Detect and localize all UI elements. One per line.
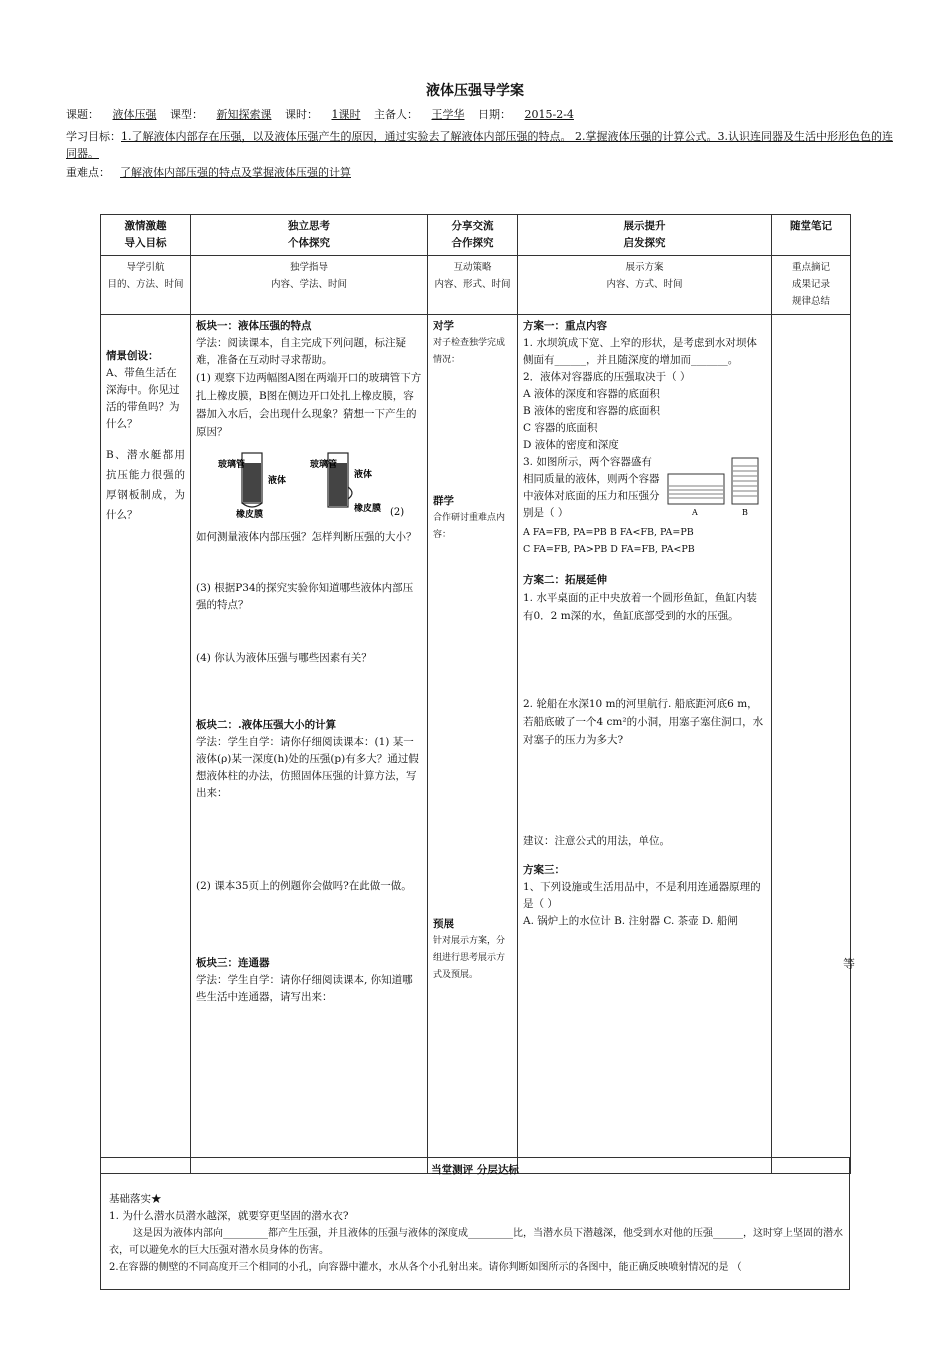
module3-title: 板块三：连通器 [196, 957, 270, 969]
objectives-line [66, 128, 896, 162]
figure-label-number: (2) [390, 507, 404, 518]
hours-label: 课时： [285, 108, 318, 121]
subheader-cell: 重点摘记 成果记录 规律总结 [772, 256, 851, 315]
assessment-q2: 2.在容器的侧壁的不同高度开三个相同的小孔，向容器中灌水，水从各个小孔射出来。请你判断如图所示的各图中，能正确反映喷射情况的是 （ [109, 1262, 742, 1273]
plan1-title: 方案一：重点内容 [523, 320, 607, 332]
header-cell: 随堂笔记 [772, 215, 851, 256]
plan1-q2-option-a: A 液体的深度和容器的底面积 [523, 388, 660, 400]
containers-figure [662, 454, 766, 524]
content-row [101, 315, 851, 1174]
key-points-label: 重难点： [66, 166, 110, 179]
scenario-a: A、带鱼生活在深海中。你见过活的带鱼吗？为什么？ [106, 367, 180, 430]
glass-tube-figure [214, 449, 422, 525]
preparer-label: 主备人： [374, 108, 418, 121]
module1-method: 学法：阅读课本，自主完成下列问题，标注疑难，准备在互动时寻求帮助。 [196, 337, 406, 366]
preparer-value: 王学华 [431, 108, 465, 121]
module2-q2: (2) 课本35页上的例题你会做吗?在此做一做。 [196, 880, 412, 892]
subheader-cell: 导学引航 目的、方法、时间 [101, 256, 191, 315]
module3-method: 学法：学生自学：请你仔细阅读课本, 你知道哪些生活中连通器，请写出来： [196, 974, 413, 1003]
self-study-cell [191, 315, 428, 1174]
pair-study-title: 对学 [433, 320, 454, 332]
header-row [101, 215, 851, 256]
plan1-q2-option-d: D 液体的密度和深度 [523, 439, 619, 451]
plan3-options: A. 锅炉上的水位计 B. 注射器 C. 茶壶 D. 船闸 [523, 915, 738, 927]
scenario-b: B、潜水艇都用抗压能力很强的厚钢板制成，为什么？ [106, 449, 185, 521]
subheader-cell: 展示方案 内容、方式、时间 [518, 256, 772, 315]
plan2-q1: 1. 水平桌面的正中央放着一个圆形鱼缸，鱼缸内装有0．2 m深的水，鱼缸底部受到的水的压强。 [523, 592, 757, 622]
plan1-q3-options-cd: C FA=FB, PA>PB D FA=FB, PA<PB [523, 544, 695, 555]
date-value: 2015-2-4 [524, 108, 574, 121]
side-note: 等 [843, 957, 856, 971]
plan2-title: 方案二：拓展延伸 [523, 574, 607, 586]
container-a-label: A [692, 508, 698, 517]
assessment-section [100, 1157, 850, 1290]
plan1-q2-option-b: B 液体的密度和容器的底面积 [523, 405, 661, 417]
module2-title: 板块二：.液体压强大小的计算 [196, 719, 337, 731]
group-study-title: 群学 [433, 495, 454, 507]
course-value: 液体压强 [112, 108, 157, 121]
presentation-cell [518, 315, 772, 1174]
module1-q2: 如何测量液体内部压强？怎样判断压强的大小？ [196, 531, 417, 543]
plan1-q2: 2．液体对容器底的压强取决于（ ） [523, 371, 691, 383]
glass-tube-svg [214, 449, 404, 519]
group-study-text: 合作研讨重难点内容： [433, 513, 506, 540]
module1-q1: (1) 观察下边两幅图A图在两端开口的玻璃管下方扎上橡皮膜，B图在侧边开口处扎上橡皮膜，容器加入水后，会出现什么现象？猜想一下产生的原因？ [196, 372, 422, 438]
hours-value: 1课时 [331, 108, 361, 121]
header-cell: 独立思考 个体探究 [191, 215, 428, 256]
module1-title: 板块一：液体压强的特点 [196, 320, 312, 332]
scenario-cell [101, 315, 191, 1174]
objectives-label: 学习目标： [66, 130, 121, 143]
subheader-cell: 互动策略 内容、形式、时间 [428, 256, 518, 315]
module2-method: 学法：学生自学：请你仔细阅读课本：(1) 某一液体(ρ)某一深度(h)处的压强(p)有多大？通过假想液体柱的办法，仿照固体压强的计算方法，写出来： [196, 736, 419, 799]
objectives-text: 1.了解液体内部存在压强，以及液体压强产生的原因，通过实验去了解液体内部压强的特点。 2.掌握液体压强的计算公式。3.认识连同器及生活中形形色色的连同器。 [66, 130, 893, 160]
lesson-table [100, 214, 851, 1174]
figure-label-glass-a: 玻璃管 [218, 460, 246, 470]
suggestion: 建议：注意公式的用法，单位。 [523, 835, 670, 847]
type-label: 课型： [170, 108, 203, 121]
figure-label-liquid-b: 液体 [354, 470, 373, 480]
scenario-title: 情景创设： [106, 350, 159, 362]
date-label: 日期： [478, 108, 511, 121]
preview-title: 预展 [433, 918, 454, 930]
header-cell: 激情激趣 导入目标 [101, 215, 191, 256]
assessment-q1: 1. 为什么潜水员潜水越深，就要穿更坚固的潜水衣? [109, 1210, 349, 1222]
plan2-q2: 2. 轮船在水深10 m的河里航行. 船底距河底6 m，若船底破了一个4 cm²的小洞，用塞子塞住洞口，水对塞子的压力为多大? [523, 698, 764, 746]
container-b-label: B [742, 508, 748, 517]
figure-label-rubber-a: 橡皮膜 [236, 510, 264, 519]
key-points-line [66, 164, 896, 181]
preview-text: 针对展示方案，分组进行思考展示方式及预展。 [433, 936, 506, 980]
plan1-q3: 3. 如图所示，两个容器盛有相同质量的液体，则两个容器中液体对底面的压力和压强分别是（ ） [523, 456, 660, 519]
plan3-q1: 1、下列设施或生活用品中，不是利用连通器原理的是（ ） [523, 881, 761, 910]
pair-study-text: 对子检查独学完成情况： [433, 338, 506, 365]
assessment-q1-answer: 这是因为液体内部向_________都产生压强，并且液体的压强与液体的深度成_________比，当潜水员下潜越深，他受到水对他的压强______，这时穿上坚固的潜水衣，可以避免水的巨大压强对潜水员身体的伤害。 [109, 1228, 843, 1256]
subheader-row [101, 256, 851, 315]
module1-q3: (3) 根据P34的探究实验你知道哪些液体内部压强的特点？ [196, 582, 414, 611]
subheader-cell: 独学指导 内容、学法、时间 [191, 256, 428, 315]
plan3-title: 方案三： [523, 864, 565, 876]
assessment-level: 基础落实★ [109, 1193, 162, 1205]
figure-label-glass-b: 玻璃管 [310, 460, 338, 470]
course-info-line [66, 106, 896, 123]
header-cell: 分享交流 合作探究 [428, 215, 518, 256]
notes-cell [772, 315, 851, 1174]
header-cell: 展示提升 启发探究 [518, 215, 772, 256]
figure-label-liquid-a: 液体 [268, 476, 287, 486]
containers-svg [666, 454, 762, 518]
plan1-q3-options-ab: A FA=FB, PA=PB B FA<FB, PA=PB [523, 527, 694, 538]
plan1-q1: 1. 水坝筑成下宽、上窄的形状，是考虑到水对坝体侧面有______，并且随深度的增加而_______。 [523, 337, 757, 366]
course-label: 课题： [66, 108, 99, 121]
type-value: 新知探索课 [216, 108, 272, 121]
module1-q4: (4) 你认为液体压强与哪些因素有关？ [196, 652, 372, 664]
key-points-text: 了解液体内部压强的特点及掌握液体压强的计算 [120, 166, 351, 179]
page-title: 液体压强导学案 [426, 83, 524, 99]
figure-label-rubber-b: 橡皮膜 [354, 504, 382, 514]
cooperation-cell [428, 315, 518, 1174]
plan1-q2-option-c: C 容器的底面积 [523, 422, 598, 434]
assessment-title: 当堂测评 分层达标 [431, 1164, 519, 1176]
